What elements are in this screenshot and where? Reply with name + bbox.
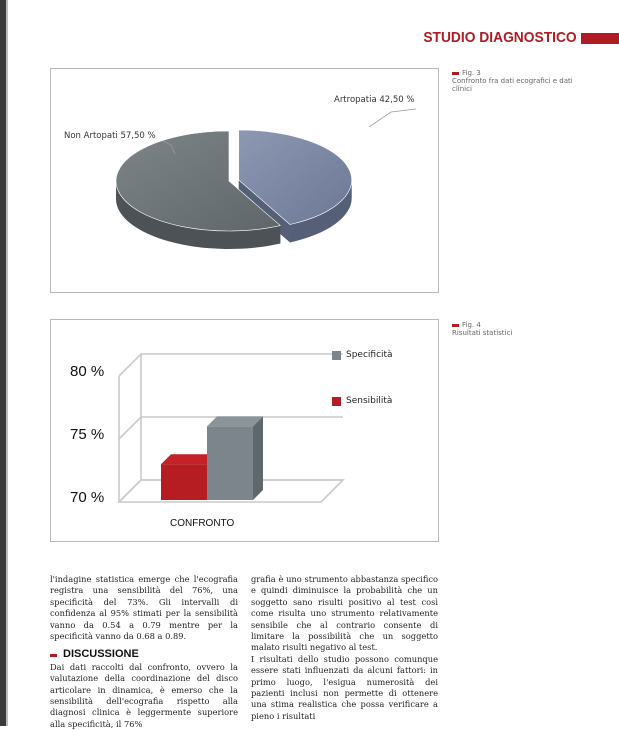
legend-label-specificita: Specificità bbox=[346, 350, 393, 360]
pie-label-non-artopati: Non Artopati 57,50 % bbox=[64, 131, 156, 141]
figure-3-number: Fig. 3 bbox=[462, 69, 481, 77]
caption-marker bbox=[452, 324, 459, 327]
heading-marker bbox=[50, 654, 57, 657]
figure-3-box bbox=[50, 68, 439, 293]
section-title: STUDIO DIAGNOSTICO bbox=[423, 29, 577, 46]
legend-sensibilita bbox=[332, 396, 392, 406]
legend-specificita bbox=[332, 350, 393, 360]
legend-swatch-sensibilita bbox=[332, 397, 341, 406]
bar-specificit bbox=[207, 426, 253, 500]
bar-side-specificit bbox=[253, 416, 263, 500]
text-column-right bbox=[251, 574, 438, 722]
paragraph-limitations: I risultati dello studio possono comunque essere stati influenzati da alcuni fattori: in primo luogo, l'esigua numerosità dei pazienti inclusi non permette di ottenere una stima realistica che possa verificare a pieno i risultati bbox=[251, 653, 438, 721]
figure-3-caption-text: Confronto fra dati ecografici e dati clinici bbox=[452, 77, 573, 93]
paragraph-discussione: Dai dati raccolti dal confronto, ovvero la valutazione della coordinazione del disco articolare in dinamica, è emerso che la sensibilità dell'ecografia rispetto alla diagnosi clinica è leggermente superiore alla specificità, il 76% bbox=[50, 661, 238, 729]
y-tick-80: 80 % bbox=[70, 363, 105, 380]
figure-4-caption-text: Risultati statistici bbox=[452, 329, 513, 337]
caption-marker bbox=[452, 72, 459, 75]
y-tick-70: 70 % bbox=[70, 489, 105, 506]
text-column-left bbox=[50, 574, 238, 730]
paragraph-results: l'indagine statistica emerge che l'ecografia registra una sensibilità del 76%, una specificità del 73%. Gli intervalli di confidenza al 95% stimati per la sensibilità vanno da 0.54 a 0.79 mentre per la specificità vanno da 0.68 a 0.89. bbox=[50, 574, 238, 642]
bar-sensibilit bbox=[161, 464, 207, 500]
figure-4-box bbox=[50, 319, 439, 542]
figure-3-caption bbox=[452, 69, 582, 93]
pie-label-artropatia: Artropatia 42,50 % bbox=[334, 95, 415, 105]
section-title-bar bbox=[581, 33, 619, 44]
paragraph-specificity: grafia è uno strumento abbastanza specifico e quindi diminuisce la probabilità che un soggetto sano risulti positivo al test così come risulta uno strumento relativamente sensibile che al contrario consente di limitare la possibilità che un soggetto malato risulti negativo al test. bbox=[251, 574, 438, 653]
y-tick-75: 75 % bbox=[70, 426, 105, 443]
x-axis-label: CONFRONTO bbox=[170, 518, 235, 529]
heading-discussione-text: DISCUSSIONE bbox=[63, 648, 139, 661]
figure-4-caption bbox=[452, 321, 582, 337]
heading-discussione bbox=[50, 649, 238, 660]
label-leader-artropatia bbox=[369, 109, 416, 127]
legend-swatch-specificita bbox=[332, 351, 341, 360]
page-edge-rule-light bbox=[6, 0, 8, 726]
legend-label-sensibilita: Sensibilità bbox=[346, 396, 393, 406]
figure-4-number: Fig. 4 bbox=[462, 321, 481, 329]
gridline-80 bbox=[119, 354, 343, 376]
